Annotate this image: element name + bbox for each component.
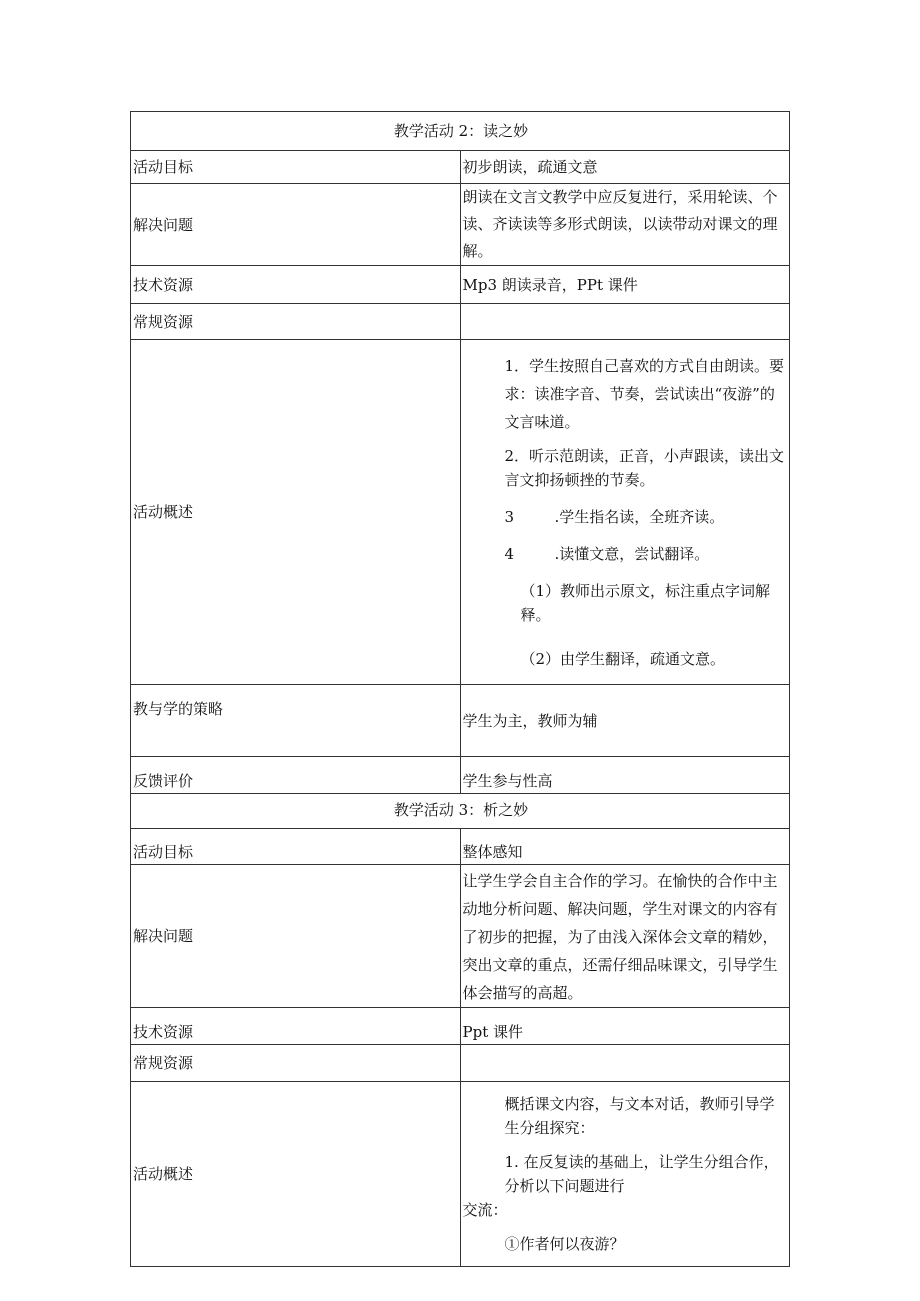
activity2-overview-p4-num: 4 xyxy=(504,545,515,563)
activity2-problem-row xyxy=(131,184,790,266)
activity3-overview-p3: ①作者何以夜游？ xyxy=(504,1235,625,1253)
activity2-overview-p3-text: .学生指名读，全班齐读。 xyxy=(554,508,725,526)
activity2-regular-row xyxy=(131,304,790,340)
activity2-tech-value: Mp3 朗读录音，PPt 课件 xyxy=(460,266,790,304)
activity3-header-row xyxy=(131,794,790,829)
activity2-tech-row xyxy=(131,266,790,304)
activity2-overview-p2: 2．听示范朗读，正音，小声跟读，读出文言文抑扬顿挫的节奏。 xyxy=(504,447,785,489)
lesson-plan-table xyxy=(130,111,790,1267)
activity2-overview-p1: 1．学生按照自己喜欢的方式自由朗读。要求：读准字音、节奏，尝试读出“夜游”的文言味道。 xyxy=(504,357,785,431)
activity3-tech-label: 技术资源 xyxy=(131,1008,461,1045)
activity2-goal-value: 初步朗读，疏通文意 xyxy=(460,151,790,184)
activity2-overview-label: 活动概述 xyxy=(131,340,461,685)
activity2-overview-p4 xyxy=(463,542,790,566)
activity2-strategy-label: 教与学的策略 xyxy=(131,685,461,757)
activity2-goal-label: 活动目标 xyxy=(131,151,461,184)
activity2-header: 教学活动 2：读之妙 xyxy=(131,112,790,151)
activity3-header: 教学活动 3：析之妙 xyxy=(131,794,790,829)
activity3-overview-p1: 概括课文内容，与文本对话，教师引导学生分组探究： xyxy=(504,1095,775,1137)
activity3-overview-label: 活动概述 xyxy=(131,1082,461,1267)
activity3-tech-value: Ppt 课件 xyxy=(460,1008,790,1045)
activity2-regular-value xyxy=(460,304,790,340)
activity2-header-row xyxy=(131,112,790,151)
activity2-feedback-row xyxy=(131,757,790,794)
activity2-feedback-value: 学生参与性高 xyxy=(460,757,790,794)
activity2-overview-row xyxy=(131,340,790,685)
activity3-problem-label: 解决问题 xyxy=(131,865,461,1008)
activity2-problem-value: 朗读在文言文教学中应反复进行，采用轮读、个读、齐读读等多形式朗读，以读带动对课文的理解。 xyxy=(460,184,790,266)
activity3-overview-row xyxy=(131,1082,790,1267)
activity3-overview-p2b: 交流： xyxy=(462,1201,508,1219)
activity3-regular-row xyxy=(131,1045,790,1082)
activity3-problem-value: 让学生学会自主合作的学习。在愉快的合作中主动地分析问题、解决问题，学生对课文的内容有了初步的把握，为了由浅入深体会文章的精妙，突出文章的重点，还需仔细品味课文，引导学生体会描写的高超。 xyxy=(460,865,790,1008)
activity3-goal-row xyxy=(131,829,790,865)
activity3-regular-label: 常规资源 xyxy=(131,1045,461,1082)
activity2-goal-row xyxy=(131,151,790,184)
activity3-goal-label: 活动目标 xyxy=(131,829,461,865)
activity2-overview-p3-num: 3 xyxy=(504,508,515,526)
activity2-overview-p4-text: .读懂文意，尝试翻译。 xyxy=(554,545,710,563)
activity2-problem-label: 解决问题 xyxy=(131,184,461,266)
activity2-tech-label: 技术资源 xyxy=(131,266,461,304)
activity2-overview-p6: （2）由学生翻译，疏通文意。 xyxy=(520,650,726,668)
activity2-feedback-label: 反馈评价 xyxy=(131,757,461,794)
activity3-tech-row xyxy=(131,1008,790,1045)
activity2-overview-content xyxy=(460,340,790,685)
activity3-problem-row xyxy=(131,865,790,1008)
activity3-overview-content xyxy=(460,1082,790,1267)
activity2-regular-label: 常规资源 xyxy=(131,304,461,340)
activity2-overview-p3 xyxy=(463,505,790,529)
activity2-strategy-row xyxy=(131,685,790,757)
activity2-overview-p5: （1）教师出示原文，标注重点字词解释。 xyxy=(520,582,771,624)
activity3-overview-p2a: 1. 在反复读的基础上，让学生分组合作，分析以下问题进行 xyxy=(504,1153,779,1195)
activity3-regular-value xyxy=(460,1045,790,1082)
activity3-goal-value: 整体感知 xyxy=(460,829,790,865)
activity2-strategy-value: 学生为主，教师为辅 xyxy=(460,685,790,757)
